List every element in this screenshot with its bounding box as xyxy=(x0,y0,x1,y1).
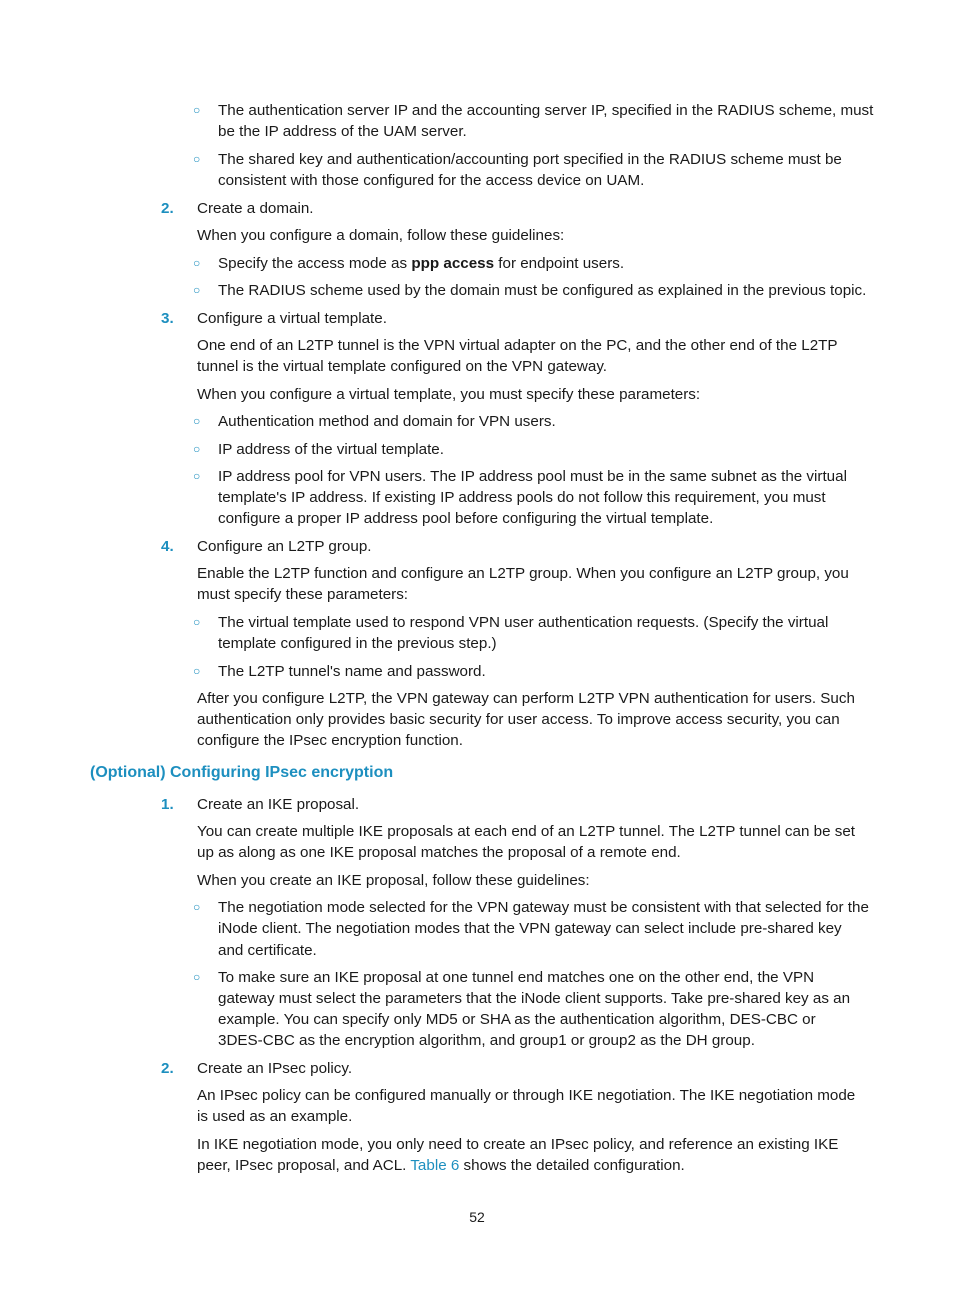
text-line: IP address of the virtual template. xyxy=(218,441,444,458)
text-line: After you configure L2TP, the VPN gateway can perform L2TP VPN authentication for users. Such xyxy=(197,690,855,707)
text-line: When you create an IKE proposal, follow these guidelines: xyxy=(197,872,590,889)
text-line: An IPsec policy can be configured manually or through IKE negotiation. The IKE negotiation mode xyxy=(197,1087,856,1104)
step-title: Configure an L2TP group. xyxy=(197,538,372,555)
step-number: 1. xyxy=(161,796,174,813)
sub-bullet: ○ xyxy=(193,615,201,629)
text-line: iNode client. The negotiation modes that the VPN gateway can select include pre-shared key xyxy=(218,920,842,937)
step-number: 2. xyxy=(161,200,174,217)
text-line: One end of an L2TP tunnel is the VPN virtual adapter on the PC, and the other end of the L2TP xyxy=(197,337,838,354)
text-line: IP address pool for VPN users. The IP address pool must be in the same subnet as the virtual xyxy=(218,468,847,485)
text-line: When you configure a virtual template, you must specify these parameters: xyxy=(197,386,701,403)
text-line: up as along as one IKE proposal matches the proposal of a remote end. xyxy=(197,844,681,861)
text-line: template's IP address. If existing IP address pools do not follow this requirement, you must xyxy=(218,489,826,506)
text-line: The negotiation mode selected for the VPN gateway must be consistent with that selected for the xyxy=(218,899,869,916)
text-line: 3DES-CBC as the encryption algorithm, and group1 or group2 as the DH group. xyxy=(218,1032,755,1049)
text-line: consistent with those configured for the access device on UAM. xyxy=(218,172,645,189)
text-line: The virtual template used to respond VPN user authentication requests. (Specify the virtual xyxy=(218,614,829,631)
text-line: must specify these parameters: xyxy=(197,586,409,603)
step-title: Configure a virtual template. xyxy=(197,310,387,327)
text-line: configure the IPsec encryption function. xyxy=(197,732,463,749)
text-line: When you configure a domain, follow these guidelines: xyxy=(197,227,565,244)
text-line: The shared key and authentication/accounting port specified in the RADIUS scheme must be xyxy=(218,151,842,168)
page-number: 52 xyxy=(469,1209,485,1225)
section-heading: (Optional) Configuring IPsec encryption xyxy=(90,764,394,781)
text-line: To make sure an IKE proposal at one tunnel end matches one on the other end, the VPN xyxy=(218,969,815,986)
sub-bullet: ○ xyxy=(193,256,201,270)
text-line: The authentication server IP and the accounting server IP, specified in the RADIUS scheme, must xyxy=(218,102,874,119)
text-line: Specify the access mode as ppp access for endpoint users. xyxy=(218,255,625,272)
step-title: Create an IKE proposal. xyxy=(197,796,360,813)
sub-bullet: ○ xyxy=(193,970,201,984)
text-line: Authentication method and domain for VPN users. xyxy=(218,413,556,430)
step-number: 4. xyxy=(161,538,174,555)
text-line: and certificate. xyxy=(218,942,317,959)
text-line: You can create multiple IKE proposals at each end of an L2TP tunnel. The L2TP tunnel can be set xyxy=(197,823,856,840)
sub-bullet: ○ xyxy=(193,283,201,297)
text-line: tunnel is the virtual template configured on the VPN gateway. xyxy=(197,358,608,375)
sub-bullet: ○ xyxy=(193,664,201,678)
step-title: Create a domain. xyxy=(197,200,314,217)
text-line: The L2TP tunnel's name and password. xyxy=(218,663,486,680)
step-number: 3. xyxy=(161,310,174,327)
sub-bullet: ○ xyxy=(193,442,201,456)
text-line: example. You can specify only MD5 or SHA as the authentication algorithm, DES-CBC or xyxy=(218,1011,816,1028)
text-line: gateway must select the parameters that the iNode client supports. Take pre-shared key as an xyxy=(218,990,851,1007)
sub-bullet: ○ xyxy=(193,103,201,117)
sub-bullet: ○ xyxy=(193,152,201,166)
text-line: is used as an example. xyxy=(197,1108,353,1125)
sub-bullet: ○ xyxy=(193,469,201,483)
table-6-link[interactable]: Table 6 xyxy=(410,1157,460,1174)
text-line: Enable the L2TP function and configure an L2TP group. When you configure an L2TP group, you xyxy=(197,565,849,582)
text-line: be the IP address of the UAM server. xyxy=(218,123,467,140)
command-keyword: ppp access xyxy=(411,255,495,272)
text-line: template configured in the previous step.) xyxy=(218,635,497,652)
step-title: Create an IPsec policy. xyxy=(197,1060,353,1077)
text-line: peer, IPsec proposal, and ACL. Table 6 shows the detailed configuration. xyxy=(197,1157,685,1174)
text-line: The RADIUS scheme used by the domain must be configured as explained in the previous topic. xyxy=(218,282,867,299)
step-number: 2. xyxy=(161,1060,174,1077)
text-line: In IKE negotiation mode, you only need to create an IPsec policy, and reference an existing IKE xyxy=(197,1136,839,1153)
sub-bullet: ○ xyxy=(193,900,201,914)
text-line: authentication only provides basic security for user access. To improve access security, you can xyxy=(197,711,840,728)
text-line: configure a proper IP address pool before configuring the virtual template. xyxy=(218,510,714,527)
sub-bullet: ○ xyxy=(193,414,201,428)
